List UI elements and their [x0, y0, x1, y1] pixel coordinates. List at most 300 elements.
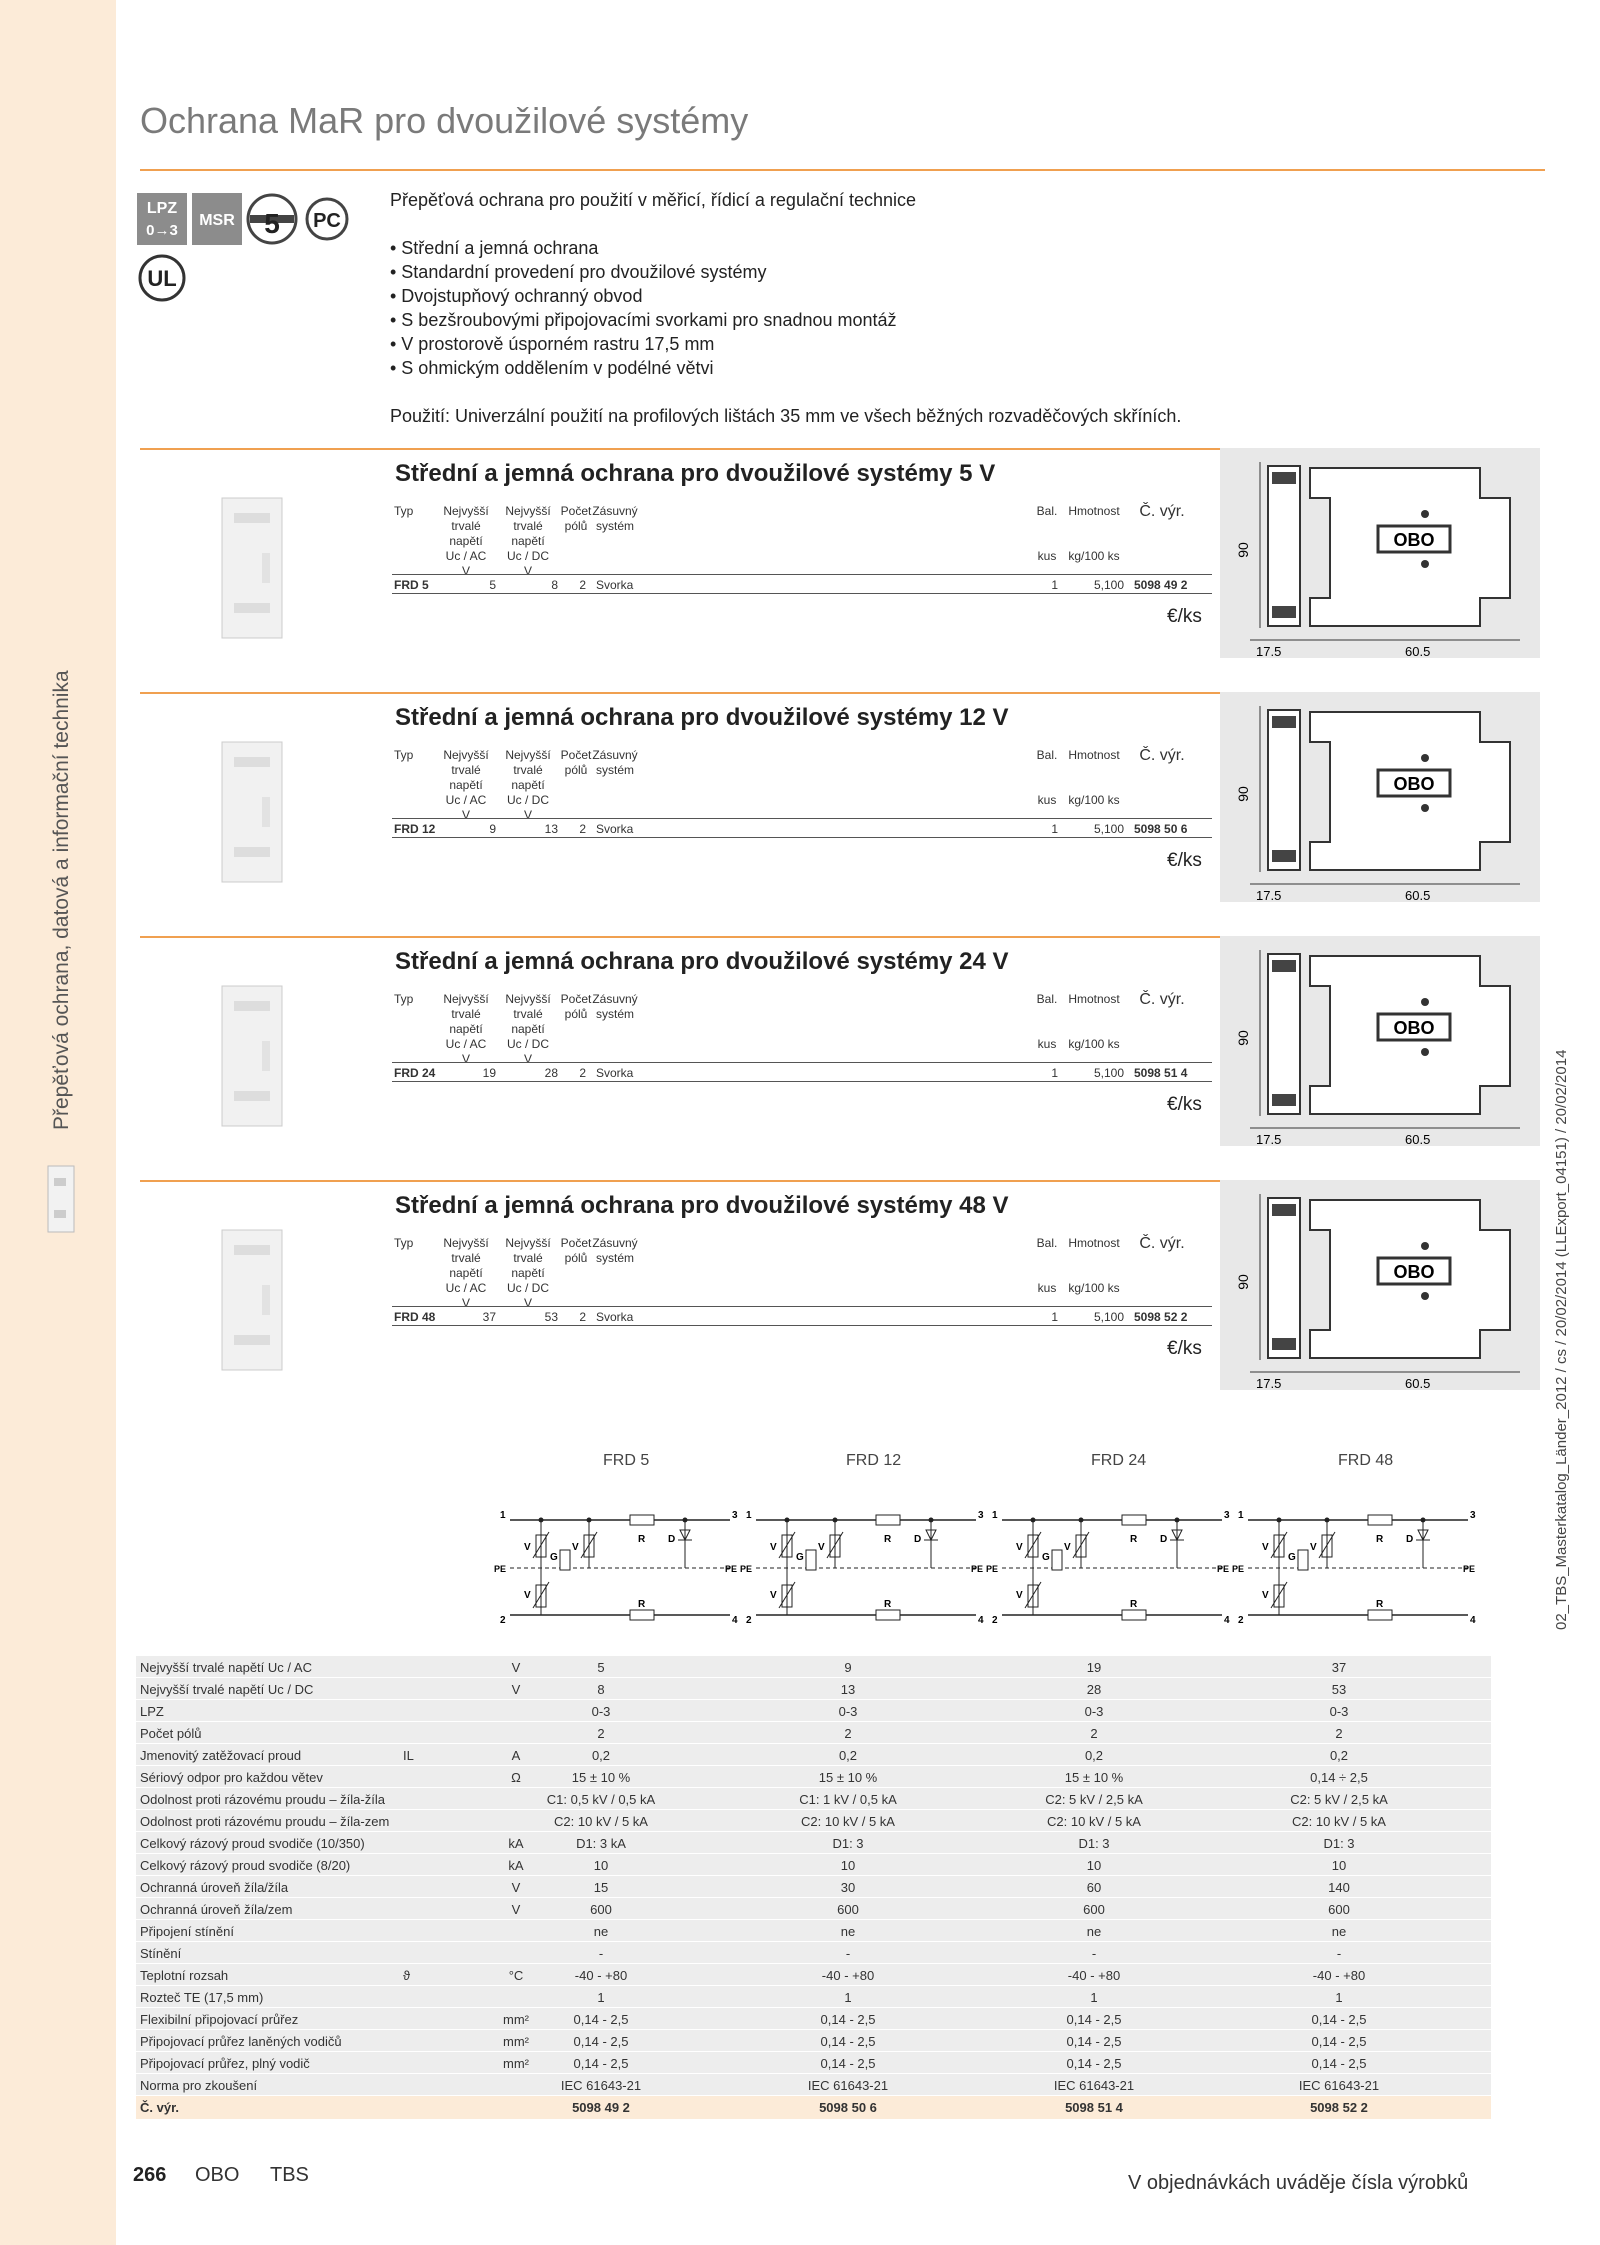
- spec-symbol: ϑ: [403, 1968, 411, 1983]
- table-row: [136, 2030, 1491, 2052]
- col-typ: Typ: [394, 992, 414, 1006]
- spec-value: 0,14 - 2,5: [820, 2056, 876, 2071]
- spec-value: 15 ± 10 %: [1064, 1770, 1124, 1785]
- spec-value: 0-3: [1084, 1704, 1104, 1719]
- circuit-label: FRD 5: [603, 1452, 650, 1469]
- svg-text:R: R: [1376, 1599, 1384, 1610]
- svg-text:V: V: [524, 1590, 531, 1601]
- spec-value: D1: 3 kA: [576, 1836, 626, 1851]
- feature-item: • S ohmickým oddělením v podélné větvi: [390, 358, 714, 378]
- product-table: [392, 502, 1212, 592]
- table-row: [136, 1854, 1491, 1876]
- svg-text:17.5: 17.5: [1256, 888, 1282, 903]
- col-uc-ac-line: trvalé napětí: [449, 763, 483, 792]
- table-row: [136, 2096, 1491, 2120]
- spec-value: 0,2: [1084, 1748, 1104, 1763]
- col-bal-unit: kus: [1037, 793, 1057, 807]
- svg-text:PE: PE: [740, 1564, 753, 1574]
- cell-uc-ac: 9: [489, 822, 496, 836]
- col-plug: Zásuvný: [592, 748, 638, 762]
- col-uc-dc-line: Uc / DC: [507, 1037, 549, 1051]
- svg-text:2: 2: [500, 1615, 506, 1626]
- spec-value: C2: 10 kV / 5 kA: [801, 1814, 895, 1829]
- spec-value: ne: [1331, 1924, 1347, 1939]
- svg-text:4: 4: [1470, 1615, 1476, 1626]
- col-uc-dc-line: trvalé napětí: [511, 519, 545, 548]
- spec-label: Č. výr.: [140, 2100, 180, 2115]
- spec-value: 10: [1331, 1858, 1347, 1873]
- col-uc-dc-line: trvalé napětí: [511, 763, 545, 792]
- table-row: [136, 1942, 1491, 1964]
- svg-text:G: G: [796, 1552, 804, 1563]
- cell-art: 5098 51 4: [1134, 1066, 1188, 1080]
- cell-uc-dc: 8: [551, 578, 558, 592]
- col-uc-dc-line: Uc / DC: [507, 793, 549, 807]
- spec-unit: kA: [508, 1858, 524, 1873]
- spec-unit: V: [511, 1902, 521, 1917]
- spec-value: -40 - +80: [574, 1968, 628, 1983]
- circuit-diagram-icon: [494, 1510, 738, 1626]
- svg-text:0→3: 0→3: [146, 222, 178, 239]
- cell-uc-ac: 37: [482, 1310, 496, 1324]
- spec-value: 1: [1335, 1990, 1343, 2005]
- cell-bal: 1: [1051, 1310, 1058, 1324]
- table-row: [392, 574, 1212, 594]
- table-row: [392, 1306, 1212, 1326]
- product-table: [392, 1234, 1212, 1324]
- spec-value: 0,14 - 2,5: [1066, 2012, 1122, 2027]
- product-divider: [140, 692, 1220, 694]
- spec-unit: mm²: [503, 2056, 529, 2071]
- col-bal: Bal.: [1036, 1236, 1058, 1250]
- svg-text:D: D: [1406, 1534, 1414, 1545]
- spec-label: Nejvyšší trvalé napětí Uc / DC: [140, 1682, 314, 1697]
- svg-text:LPZ: LPZ: [146, 200, 178, 217]
- table-row: [136, 1744, 1491, 1766]
- col-bal: Bal.: [1036, 992, 1058, 1006]
- price-unit: €/ks: [1167, 1338, 1202, 1359]
- cell-type: FRD 12: [394, 822, 436, 836]
- feature-item: • V prostorově úsporném rastru 17,5 mm: [390, 334, 715, 354]
- spec-value: 1: [1090, 1990, 1098, 2005]
- table-row: [136, 1722, 1491, 1744]
- col-weight: Hmotnost: [1068, 992, 1120, 1006]
- table-row: [136, 1766, 1491, 1788]
- gost-icon: [307, 199, 347, 239]
- spec-label: Celkový rázový proud svodiče (10/350): [140, 1836, 365, 1851]
- col-plug: Zásuvný: [592, 992, 638, 1006]
- cell-uc-dc: 53: [544, 1310, 558, 1324]
- svg-text:R: R: [638, 1599, 646, 1610]
- svg-text:V: V: [524, 1542, 531, 1553]
- svg-text:17.5: 17.5: [1256, 644, 1282, 659]
- spec-value: 15 ± 10 %: [818, 1770, 878, 1785]
- title-divider: [140, 169, 1545, 171]
- product-table: [392, 990, 1212, 1080]
- svg-text:R: R: [1130, 1599, 1138, 1610]
- svg-text:1: 1: [992, 1510, 998, 1521]
- col-uc-dc-line: V: [523, 1052, 532, 1066]
- svg-text:4: 4: [978, 1615, 984, 1626]
- table-row: [136, 1986, 1491, 2008]
- circuit-diagram-icon: [1232, 1510, 1476, 1626]
- svg-text:MSR: MSR: [199, 212, 235, 229]
- cell-type: FRD 5: [394, 578, 429, 592]
- spec-value: 53: [1331, 1682, 1347, 1697]
- spec-value: 0,2: [1329, 1748, 1349, 1763]
- svg-text:R: R: [638, 1534, 646, 1545]
- spec-label: Jmenovitý zatěžovací proud: [140, 1748, 302, 1763]
- svg-text:1: 1: [500, 1510, 506, 1521]
- spec-value: 0,14 - 2,5: [573, 2034, 629, 2049]
- svg-text:PE: PE: [1232, 1564, 1245, 1574]
- feature-item: • Střední a jemná ochrana: [390, 238, 599, 258]
- spec-value: -40 - +80: [1312, 1968, 1366, 1983]
- table-row: [136, 1810, 1491, 1832]
- svg-text:R: R: [884, 1534, 892, 1545]
- col-poles: Počet: [560, 992, 592, 1006]
- spec-value: 5098 49 2: [572, 2100, 630, 2115]
- spec-value: -: [598, 1946, 604, 1961]
- col-uc-ac: Nejvyšší: [443, 1236, 489, 1250]
- intro-text: [390, 188, 1540, 428]
- spec-value: 0-3: [838, 1704, 858, 1719]
- table-row: [136, 1700, 1491, 1722]
- col-poles: Počet: [560, 504, 592, 518]
- svg-text:PE: PE: [1463, 1564, 1476, 1574]
- product-divider: [140, 1180, 1220, 1182]
- spec-label: Odolnost proti rázovému proudu – žíla-zem: [140, 1814, 390, 1829]
- spec-label: Celkový rázový proud svodiče (8/20): [140, 1858, 351, 1873]
- product-divider: [140, 448, 1220, 450]
- svg-text:3: 3: [1224, 1510, 1230, 1521]
- msr-badge-icon: [192, 193, 242, 245]
- spec-value: C2: 5 kV / 2,5 kA: [1045, 1792, 1143, 1807]
- svg-text:90: 90: [1235, 1030, 1251, 1046]
- col-bal-unit: kus: [1037, 549, 1057, 563]
- spec-unit: V: [511, 1660, 521, 1675]
- spec-value: 15 ± 10 %: [571, 1770, 631, 1785]
- col-uc-ac: Nejvyšší: [443, 992, 489, 1006]
- intro-lead: Přepěťová ochrana pro použití v měřicí, řídicí a regulační technice: [390, 190, 917, 210]
- col-art: Č. výr.: [1139, 747, 1185, 764]
- feature-item: • Standardní provedení pro dvoužilové systémy: [390, 262, 767, 282]
- footer-brand: OBO: [195, 2164, 240, 2186]
- cell-plug: Svorka: [596, 822, 634, 836]
- spec-value: 0,2: [591, 1748, 611, 1763]
- spec-value: 0,14 - 2,5: [1066, 2034, 1122, 2049]
- table-row: [136, 1656, 1491, 1678]
- feature-list: [390, 236, 1540, 380]
- svg-text:60.5: 60.5: [1405, 1376, 1431, 1391]
- table-row: [136, 1832, 1491, 1854]
- col-typ: Typ: [394, 504, 414, 518]
- spec-value: 9: [844, 1660, 852, 1675]
- col-uc-ac-line: V: [461, 1296, 470, 1310]
- col-poles-line: pólů: [564, 763, 588, 777]
- svg-text:V: V: [1064, 1542, 1071, 1553]
- svg-text:R: R: [884, 1599, 892, 1610]
- spec-unit: A: [511, 1748, 521, 1763]
- col-poles: Počet: [560, 1236, 592, 1250]
- spec-value: 2: [1090, 1726, 1098, 1741]
- col-weight-unit: kg/100 ks: [1068, 1281, 1120, 1295]
- svg-text:OBO: OBO: [1393, 530, 1435, 550]
- spec-value: 0,14 - 2,5: [1066, 2056, 1122, 2071]
- svg-text:V: V: [1262, 1590, 1269, 1601]
- spec-unit: V: [511, 1682, 521, 1697]
- col-plug: Zásuvný: [592, 1236, 638, 1250]
- col-art: Č. výr.: [1139, 991, 1185, 1008]
- spec-value: ne: [840, 1924, 856, 1939]
- spec-value: C2: 10 kV / 5 kA: [554, 1814, 648, 1829]
- svg-text:V: V: [1262, 1542, 1269, 1553]
- circuit-diagrams: [494, 1510, 1500, 1626]
- spec-value: 10: [593, 1858, 609, 1873]
- spec-unit: mm²: [503, 2034, 529, 2049]
- spec-value: 0,14 - 2,5: [1311, 2034, 1367, 2049]
- spec-label: Teplotní rozsah: [140, 1968, 229, 1983]
- spec-value: 60: [1086, 1880, 1102, 1895]
- spec-unit: V: [511, 1880, 521, 1895]
- svg-text:R: R: [1130, 1534, 1138, 1545]
- spec-value: 8: [597, 1682, 605, 1697]
- ul-icon: [140, 256, 184, 300]
- spec-value: 5098 51 4: [1065, 2100, 1123, 2115]
- svg-text:90: 90: [1235, 1274, 1251, 1290]
- spec-value: C1: 1 kV / 0,5 kA: [799, 1792, 897, 1807]
- col-poles: Počet: [560, 748, 592, 762]
- spec-value: -: [845, 1946, 851, 1961]
- col-uc-ac-line: V: [461, 564, 470, 578]
- spec-value: 10: [1086, 1858, 1102, 1873]
- cell-plug: Svorka: [596, 1310, 634, 1324]
- svg-text:PE: PE: [1217, 1564, 1230, 1574]
- col-typ: Typ: [394, 748, 414, 762]
- cell-plug: Svorka: [596, 578, 634, 592]
- col-bal-unit: kus: [1037, 1281, 1057, 1295]
- svg-text:V: V: [770, 1542, 777, 1553]
- col-weight-unit: kg/100 ks: [1068, 549, 1120, 563]
- spec-value: 0,14 - 2,5: [1311, 2012, 1367, 2027]
- spec-value: 140: [1328, 1880, 1350, 1895]
- col-uc-ac-line: trvalé napětí: [449, 1251, 483, 1280]
- spec-value: C2: 5 kV / 2,5 kA: [1290, 1792, 1388, 1807]
- col-poles-line: pólů: [564, 1251, 588, 1265]
- svg-text:G: G: [1042, 1552, 1050, 1563]
- spec-label: Stínění: [140, 1946, 182, 1961]
- spec-value: 0,14 - 2,5: [573, 2056, 629, 2071]
- spec-unit: kA: [508, 1836, 524, 1851]
- col-art: Č. výr.: [1139, 503, 1185, 520]
- product-title: Střední a jemná ochrana pro dvoužilové systémy 12 V: [395, 704, 1009, 731]
- product-photo-icon: [212, 737, 292, 887]
- svg-text:2: 2: [992, 1615, 998, 1626]
- spec-value: -40 - +80: [821, 1968, 875, 1983]
- spec-value: 0,14 - 2,5: [820, 2012, 876, 2027]
- spec-value: ne: [1086, 1924, 1102, 1939]
- spec-value: 37: [1331, 1660, 1347, 1675]
- spec-value: -40 - +80: [1067, 1968, 1121, 1983]
- svg-text:V: V: [1016, 1542, 1023, 1553]
- col-plug: Zásuvný: [592, 504, 638, 518]
- svg-text:OBO: OBO: [1393, 774, 1435, 794]
- spec-value: 10: [840, 1858, 856, 1873]
- side-thumbnail-icon: [40, 1160, 84, 1240]
- spec-value: 13: [840, 1682, 856, 1697]
- col-weight: Hmotnost: [1068, 504, 1120, 518]
- svg-text:G: G: [1288, 1552, 1296, 1563]
- col-uc-dc: Nejvyšší: [505, 992, 551, 1006]
- cell-poles: 2: [579, 1310, 586, 1324]
- spec-label: Flexibilní připojovací průřez: [140, 2012, 299, 2027]
- svg-text:3: 3: [732, 1510, 738, 1521]
- svg-text:V: V: [818, 1542, 825, 1553]
- table-row: [136, 2052, 1491, 2074]
- col-plug-line: systém: [595, 1251, 634, 1265]
- spec-value: 5098 50 6: [819, 2100, 877, 2115]
- spec-label: Připojovací průřez, plný vodič: [140, 2056, 310, 2071]
- spec-value: 0,14 - 2,5: [820, 2034, 876, 2049]
- dimension-drawing-icon: [1220, 1180, 1540, 1390]
- spec-value: IEC 61643-21: [1053, 2078, 1135, 2093]
- cell-poles: 2: [579, 1066, 586, 1080]
- cell-uc-ac: 19: [482, 1066, 496, 1080]
- cell-weight: 5,100: [1093, 578, 1124, 592]
- spec-label: Připojovací průřez laněných vodičů: [140, 2034, 342, 2049]
- dimension-drawing-icon: [1220, 448, 1540, 658]
- spec-value: IEC 61643-21: [560, 2078, 642, 2093]
- spec-value: C1: 0,5 kV / 0,5 kA: [546, 1792, 656, 1807]
- page-title: Ochrana MaR pro dvoužilové systémy: [140, 100, 749, 141]
- col-uc-ac-line: Uc / AC: [445, 793, 487, 807]
- spec-label: Nejvyšší trvalé napětí Uc / AC: [140, 1660, 312, 1675]
- spec-value: -: [1336, 1946, 1342, 1961]
- col-plug-line: systém: [595, 519, 634, 533]
- spec-value: D1: 3: [1323, 1836, 1355, 1851]
- product-photo-icon: [212, 1225, 292, 1375]
- cell-bal: 1: [1051, 578, 1058, 592]
- svg-text:17.5: 17.5: [1256, 1132, 1282, 1147]
- cell-poles: 2: [579, 822, 586, 836]
- cell-uc-dc: 13: [544, 822, 558, 836]
- spec-value: 2: [1335, 1726, 1343, 1741]
- feature-item: • S bezšroubovými připojovacími svorkami pro snadnou montáž: [390, 310, 897, 330]
- col-uc-dc-line: Uc / DC: [507, 549, 549, 563]
- spec-value: 0,2: [838, 1748, 858, 1763]
- table-row: [136, 1920, 1491, 1942]
- col-weight-unit: kg/100 ks: [1068, 1037, 1120, 1051]
- spec-label: Rozteč TE (17,5 mm): [140, 1990, 264, 2005]
- svg-text:PC: PC: [313, 210, 341, 232]
- svg-text:2: 2: [746, 1615, 752, 1626]
- spec-value: 30: [840, 1880, 856, 1895]
- spec-value: 600: [1328, 1902, 1350, 1917]
- spec-label: Sériový odpor pro každou větev: [140, 1770, 323, 1785]
- cell-art: 5098 49 2: [1134, 578, 1188, 592]
- spec-value: 600: [837, 1902, 859, 1917]
- svg-text:17.5: 17.5: [1256, 1376, 1282, 1391]
- cell-bal: 1: [1051, 1066, 1058, 1080]
- svg-text:60.5: 60.5: [1405, 888, 1431, 903]
- table-row: [136, 1678, 1491, 1700]
- col-plug-line: systém: [595, 763, 634, 777]
- svg-text:1: 1: [1238, 1510, 1244, 1521]
- spec-value: 5: [597, 1660, 605, 1675]
- spec-value: ne: [593, 1924, 609, 1939]
- cell-plug: Svorka: [596, 1066, 634, 1080]
- cell-type: FRD 48: [394, 1310, 436, 1324]
- table-row: [392, 1062, 1212, 1082]
- usage-text: Použití: Univerzální použití na profilových lištách 35 mm ve všech běžných rozvaděčových skříních.: [390, 406, 1182, 426]
- spec-label: Ochranná úroveň žíla/zem: [140, 1902, 293, 1917]
- svg-text:V: V: [572, 1542, 579, 1553]
- dimension-drawing-icon: [1220, 936, 1540, 1146]
- spec-unit: Ω: [511, 1770, 521, 1785]
- cell-type: FRD 24: [394, 1066, 436, 1080]
- col-uc-dc: Nejvyšší: [505, 748, 551, 762]
- col-uc-dc-line: V: [523, 808, 532, 822]
- svg-text:4: 4: [1224, 1615, 1230, 1626]
- product-title: Střední a jemná ochrana pro dvoužilové systémy 5 V: [395, 460, 996, 487]
- svg-text:PE: PE: [725, 1564, 738, 1574]
- spec-label: Počet pólů: [140, 1726, 202, 1741]
- svg-text:3: 3: [1470, 1510, 1476, 1521]
- cell-uc-dc: 28: [544, 1066, 558, 1080]
- spec-value: IEC 61643-21: [1298, 2078, 1380, 2093]
- col-uc-dc-line: V: [523, 564, 532, 578]
- price-unit: €/ks: [1167, 1094, 1202, 1115]
- footer-section: TBS: [270, 2164, 309, 2186]
- table-row: [136, 2008, 1491, 2030]
- cell-weight: 5,100: [1093, 1310, 1124, 1324]
- spec-label: Ochranná úroveň žíla/žíla: [140, 1880, 289, 1895]
- col-plug-line: systém: [595, 1007, 634, 1021]
- table-row: [136, 1876, 1491, 1898]
- spec-label: Odolnost proti rázovému proudu – žíla-žíla: [140, 1792, 385, 1807]
- product-title: Střední a jemná ochrana pro dvoužilové systémy 24 V: [395, 948, 1009, 975]
- spec-unit: °C: [508, 1968, 524, 1983]
- footer-note: V objednávkách uváděje čísla výrobků: [1128, 2172, 1469, 2194]
- product-title: Střední a jemná ochrana pro dvoužilové systémy 48 V: [395, 1192, 1009, 1219]
- cell-uc-ac: 5: [489, 578, 496, 592]
- svg-text:PE: PE: [971, 1564, 984, 1574]
- cell-weight: 5,100: [1093, 1066, 1124, 1080]
- spec-value: 1: [844, 1990, 852, 2005]
- quality-5-icon: [248, 195, 296, 243]
- spec-value: 0-3: [591, 1704, 611, 1719]
- spec-label: LPZ: [140, 1704, 164, 1719]
- svg-text:D: D: [668, 1534, 676, 1545]
- svg-text:V: V: [1310, 1542, 1317, 1553]
- svg-text:V: V: [770, 1590, 777, 1601]
- product-divider: [140, 936, 1220, 938]
- spec-value: 1: [597, 1990, 605, 2005]
- spec-value: D1: 3: [1078, 1836, 1110, 1851]
- spec-value: 2: [844, 1726, 852, 1741]
- spec-value: D1: 3: [832, 1836, 864, 1851]
- col-weight-unit: kg/100 ks: [1068, 793, 1120, 807]
- svg-text:PE: PE: [494, 1564, 507, 1574]
- col-uc-ac-line: V: [461, 808, 470, 822]
- col-poles-line: pólů: [564, 1007, 588, 1021]
- table-row: [136, 1898, 1491, 1920]
- spec-value: -: [1091, 1946, 1097, 1961]
- svg-text:PE: PE: [986, 1564, 999, 1574]
- svg-text:G: G: [550, 1552, 558, 1563]
- col-uc-dc: Nejvyšší: [505, 504, 551, 518]
- col-uc-dc: Nejvyšší: [505, 1236, 551, 1250]
